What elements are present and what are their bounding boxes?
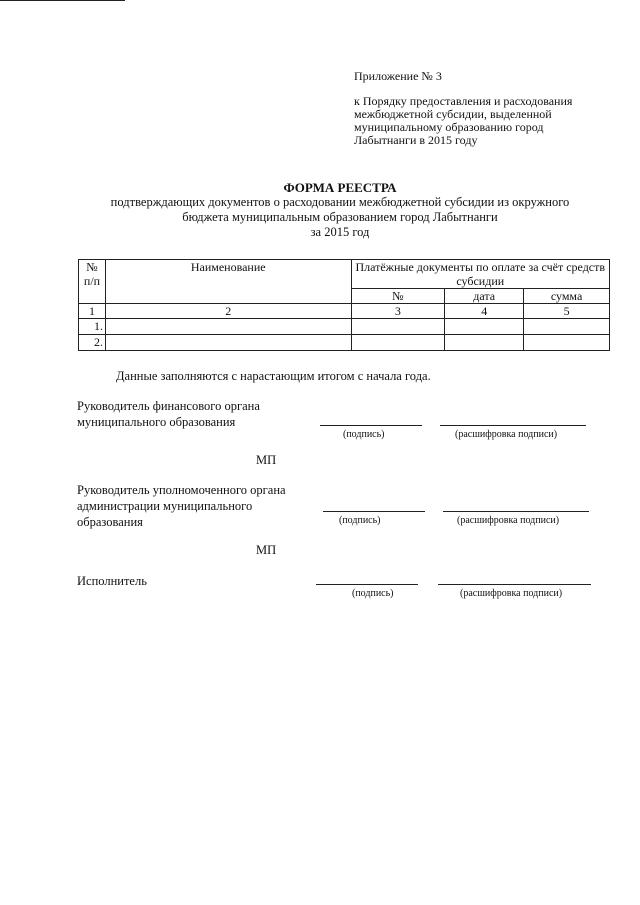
appendix-block xyxy=(354,70,572,147)
row-number: 1. xyxy=(79,319,106,335)
decode-caption: (расшифровка подписи) xyxy=(455,429,558,440)
appendix-line: муниципальному образованию город xyxy=(354,120,544,134)
signatory-label-finance: Руководитель финансового органа муниципального образования xyxy=(77,399,260,429)
appendix-line: к Порядку предоставления и расходования xyxy=(354,94,573,108)
form-heading xyxy=(60,180,620,240)
index-cell: 3 xyxy=(351,304,445,319)
signatory-label-authority: Руководитель уполномоченного органа администрации муниципального образования xyxy=(77,483,286,529)
subheader-no: № xyxy=(351,289,445,304)
table-row xyxy=(79,319,610,335)
header-payments: Платёжные документы по оплате за счёт средств субсидии xyxy=(351,260,610,289)
decode-line[interactable] xyxy=(443,511,589,512)
subheader-date: дата xyxy=(445,289,524,304)
appendix-line: Лабытнанги в 2015 году xyxy=(354,133,478,147)
header-num: № п/п xyxy=(79,260,106,304)
fill-note: Данные заполняются с нарастающим итогом с начала года. xyxy=(116,369,431,383)
stamp-mark: МП xyxy=(256,453,277,467)
stamp-mark: МП xyxy=(256,543,277,557)
decode-caption: (расшифровка подписи) xyxy=(460,588,563,599)
decode-caption: (расшифровка подписи) xyxy=(457,515,560,526)
index-cell: 4 xyxy=(445,304,524,319)
index-cell: 2 xyxy=(105,304,351,319)
subheader-sum: сумма xyxy=(524,289,610,304)
signature-line[interactable] xyxy=(323,511,425,512)
form-period: за 2015 год xyxy=(310,225,370,239)
header-name: Наименование xyxy=(105,260,351,304)
top-rule xyxy=(0,0,125,1)
signature-line[interactable] xyxy=(316,584,418,585)
signature-caption: (подпись) xyxy=(352,588,394,599)
decode-line[interactable] xyxy=(440,425,586,426)
row-doc-sum[interactable] xyxy=(524,335,610,351)
appendix-line: межбюджетной субсидии, выделенной xyxy=(354,107,552,121)
row-doc-sum[interactable] xyxy=(524,319,610,335)
row-doc-no[interactable] xyxy=(351,319,445,335)
row-name[interactable] xyxy=(105,335,351,351)
row-name[interactable] xyxy=(105,319,351,335)
row-number: 2. xyxy=(79,335,106,351)
appendix-number: Приложение № 3 xyxy=(354,69,442,83)
register-table xyxy=(78,259,610,351)
table-row xyxy=(79,335,610,351)
index-cell: 1 xyxy=(79,304,106,319)
signature-caption: (подпись) xyxy=(339,515,381,526)
table-index-row xyxy=(79,304,610,319)
index-cell: 5 xyxy=(524,304,610,319)
form-subtitle-line: подтверждающих документов о расходовании межбюджетной субсидии из окружного xyxy=(110,195,570,209)
form-subtitle-line: бюджета муниципальным образованием город Лабытнанги xyxy=(182,210,498,224)
signature-line[interactable] xyxy=(320,425,422,426)
row-doc-no[interactable] xyxy=(351,335,445,351)
decode-line[interactable] xyxy=(438,584,591,585)
table-header-row xyxy=(79,260,610,289)
row-doc-date[interactable] xyxy=(445,319,524,335)
signatory-label-executor: Исполнитель xyxy=(77,574,147,588)
signature-caption: (подпись) xyxy=(343,429,385,440)
row-doc-date[interactable] xyxy=(445,335,524,351)
form-title: ФОРМА РЕЕСТРА xyxy=(283,180,397,195)
